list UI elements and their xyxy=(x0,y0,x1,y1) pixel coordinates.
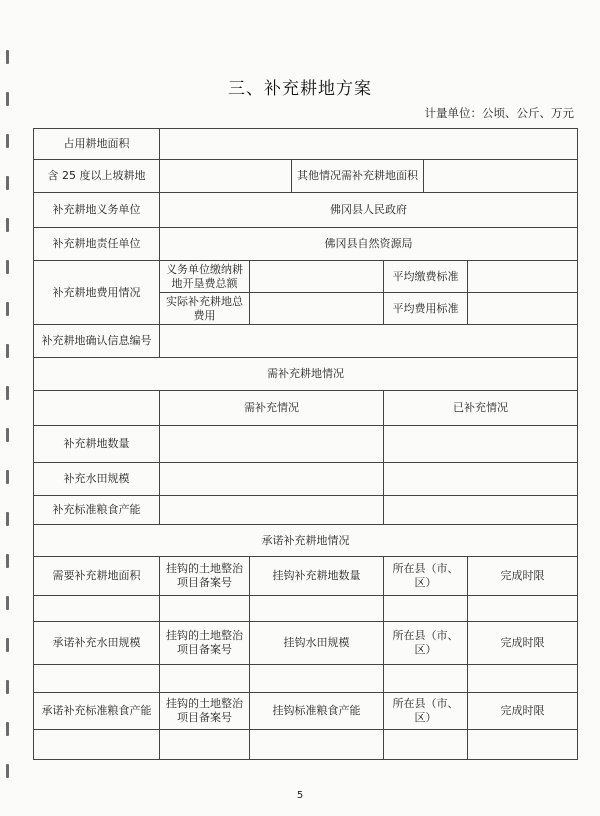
label-actual-cost-total: 实际补充耕地总费用 xyxy=(160,293,250,325)
table-row xyxy=(34,261,578,293)
label-cost-paid-total: 义务单位缴纳耕地开垦费总额 xyxy=(160,261,250,293)
label-cost: 补充耕地费用情况 xyxy=(34,261,160,325)
table-row xyxy=(34,193,578,228)
page-number: 5 xyxy=(296,790,304,801)
label-need-paddy: 补充水田规模 xyxy=(34,463,160,496)
promise-grain-deadline: 完成时限 xyxy=(468,693,578,730)
table-row xyxy=(34,665,578,693)
value-need-grain xyxy=(160,496,384,525)
label-occupied-area: 占用耕地面积 xyxy=(34,129,160,160)
label-avg-cost-standard: 平均费用标准 xyxy=(384,293,468,325)
table-row xyxy=(34,426,578,463)
table-row xyxy=(34,496,578,525)
table-row xyxy=(34,391,578,426)
value-slope-25 xyxy=(160,160,292,193)
section-need: 需补充耕地情况 xyxy=(34,358,578,391)
cell-empty xyxy=(34,665,160,693)
table-row xyxy=(34,129,578,160)
cell-empty xyxy=(34,730,160,760)
promise-paddy-project-no: 挂钩的土地整治项目备案号 xyxy=(160,622,250,665)
value-other-area xyxy=(424,160,578,193)
promise-area-label: 需要补充耕地面积 xyxy=(34,557,160,596)
cell-empty xyxy=(160,596,250,622)
cell-empty xyxy=(34,596,160,622)
promise-paddy-label: 承诺补充水田规模 xyxy=(34,622,160,665)
table-row xyxy=(34,596,578,622)
binding-holes xyxy=(0,50,14,790)
value-done-grain xyxy=(384,496,578,525)
promise-area-county: 所在县（市、区） xyxy=(384,557,468,596)
value-confirm-no xyxy=(160,325,578,358)
cell-empty xyxy=(160,730,250,760)
value-obligation-unit: 佛冈县人民政府 xyxy=(160,193,578,228)
value-avg-paid-standard xyxy=(468,261,578,293)
promise-grain-project-no: 挂钩的土地整治项目备案号 xyxy=(160,693,250,730)
promise-grain-county: 所在县（市、区） xyxy=(384,693,468,730)
cell-empty xyxy=(468,665,578,693)
value-responsible-unit: 佛冈县自然资源局 xyxy=(160,228,578,261)
table-row xyxy=(34,693,578,730)
promise-area-deadline: 完成时限 xyxy=(468,557,578,596)
label-slope-25: 含 25 度以上坡耕地 xyxy=(34,160,160,193)
value-need-paddy xyxy=(160,463,384,496)
value-avg-cost-standard xyxy=(468,293,578,325)
cell-empty xyxy=(384,665,468,693)
table-row xyxy=(34,622,578,665)
promise-paddy-county: 所在县（市、区） xyxy=(384,622,468,665)
cell-empty xyxy=(250,665,384,693)
page-title: 三、补充耕地方案 xyxy=(228,79,372,99)
table-row xyxy=(34,525,578,557)
label-confirm-no: 补充耕地确认信息编号 xyxy=(34,325,160,358)
cell-empty xyxy=(468,730,578,760)
promise-area-project-no: 挂钩的土地整治项目备案号 xyxy=(160,557,250,596)
value-done-paddy xyxy=(384,463,578,496)
cell-empty xyxy=(468,596,578,622)
header-need: 需补充情况 xyxy=(160,391,384,426)
table-row xyxy=(34,557,578,596)
cell-empty xyxy=(160,665,250,693)
cell-empty xyxy=(250,596,384,622)
label-responsible-unit: 补充耕地责任单位 xyxy=(34,228,160,261)
unit-label: 计量单位：公顷、公斤、万元 xyxy=(424,106,574,120)
table-row xyxy=(34,228,578,261)
cell-empty xyxy=(384,730,468,760)
promise-grain-linked: 挂钩标准粮食产能 xyxy=(250,693,384,730)
table-row xyxy=(34,358,578,391)
promise-paddy-linked: 挂钩水田规模 xyxy=(250,622,384,665)
header-done: 已补充情况 xyxy=(384,391,578,426)
value-need-quantity xyxy=(160,426,384,463)
label-obligation-unit: 补充耕地义务单位 xyxy=(34,193,160,228)
value-cost-paid-total xyxy=(250,261,384,293)
table-row xyxy=(34,325,578,358)
value-actual-cost-total xyxy=(250,293,384,325)
table-row xyxy=(34,463,578,496)
promise-paddy-deadline: 完成时限 xyxy=(468,622,578,665)
cell-empty xyxy=(384,596,468,622)
label-other-area: 其他情况需补充耕地面积 xyxy=(292,160,424,193)
label-avg-paid-standard: 平均缴费标准 xyxy=(384,261,468,293)
promise-grain-label: 承诺补充标准粮食产能 xyxy=(34,693,160,730)
cell-empty xyxy=(250,730,384,760)
label-need-grain: 补充标准粮食产能 xyxy=(34,496,160,525)
table-row xyxy=(34,730,578,760)
cell-empty xyxy=(34,391,160,426)
table-row xyxy=(34,160,578,193)
value-occupied-area xyxy=(160,129,578,160)
supplement-plan-table xyxy=(33,128,578,760)
section-promise: 承诺补充耕地情况 xyxy=(34,525,578,557)
value-done-quantity xyxy=(384,426,578,463)
promise-area-linked: 挂钩补充耕地数量 xyxy=(250,557,384,596)
label-need-quantity: 补充耕地数量 xyxy=(34,426,160,463)
